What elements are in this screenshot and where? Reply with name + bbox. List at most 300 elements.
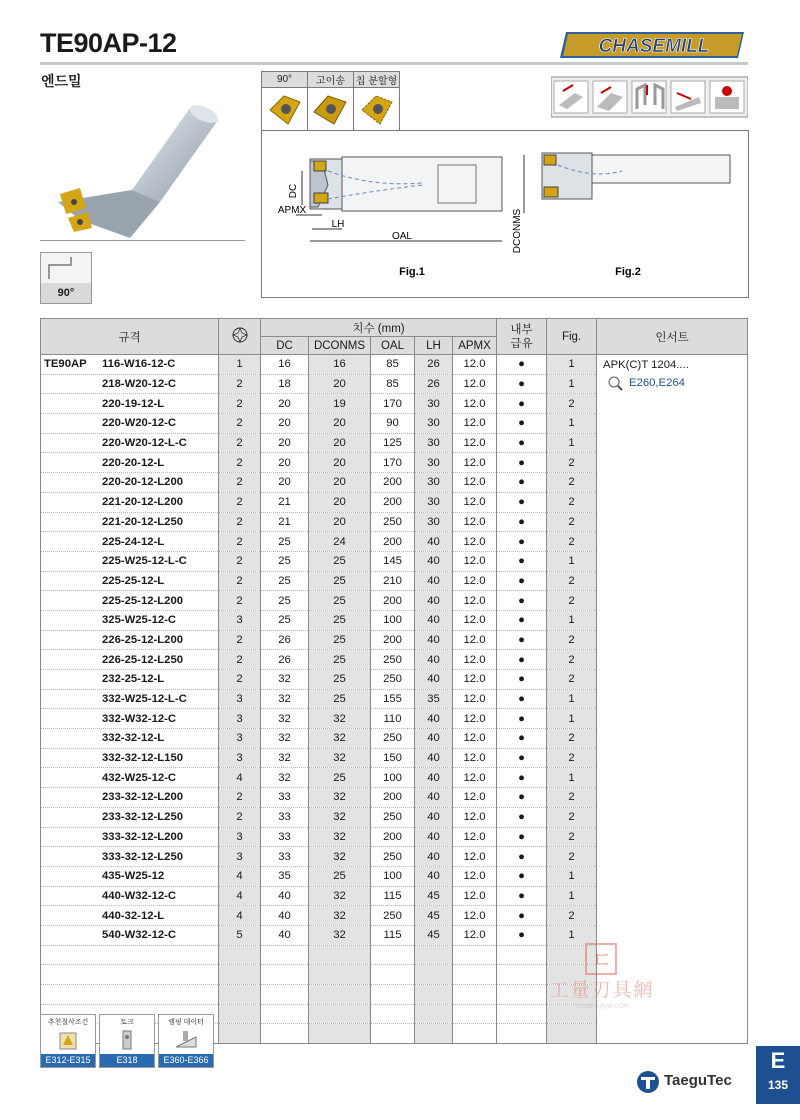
cell-fig: 1 xyxy=(547,886,597,906)
dim-dc-label: DC xyxy=(288,183,299,199)
cell-dc xyxy=(261,945,309,965)
cell-oal: 125 xyxy=(371,433,415,453)
dim-lh-label: LH xyxy=(331,219,345,230)
cell-fig: 2 xyxy=(547,847,597,867)
cell-code xyxy=(41,729,219,749)
cell-z: 4 xyxy=(219,768,261,788)
cell-coolant: ● xyxy=(497,925,547,945)
cell-z: 2 xyxy=(219,473,261,493)
cutting-conditions-ref[interactable] xyxy=(40,1014,96,1068)
page-subtitle: 엔드밀 xyxy=(41,73,82,89)
cell-code xyxy=(41,394,219,414)
cell-lh: 40 xyxy=(415,768,453,788)
angle-label: 90° xyxy=(41,283,91,303)
cell-dconms xyxy=(309,985,371,1005)
cell-fig: 2 xyxy=(547,827,597,847)
cell-apmx: 12.0 xyxy=(453,768,497,788)
cell-dconms: 20 xyxy=(309,512,371,532)
cell-fig: 2 xyxy=(547,788,597,808)
cell-lh: 45 xyxy=(415,925,453,945)
cell-apmx xyxy=(453,965,497,985)
cell-z: 4 xyxy=(219,886,261,906)
cell-dc: 40 xyxy=(261,906,309,926)
cell-apmx: 12.0 xyxy=(453,670,497,690)
cell-apmx: 12.0 xyxy=(453,453,497,473)
cell-code xyxy=(41,414,219,434)
cell-coolant: ● xyxy=(497,453,547,473)
cell-coolant: ● xyxy=(497,729,547,749)
code-value: 325-W25-12-C xyxy=(102,614,177,627)
insert-type-table xyxy=(261,71,400,136)
cell-coolant: ● xyxy=(497,650,547,670)
cell-code xyxy=(41,630,219,650)
cell-dc: 25 xyxy=(261,532,309,552)
cell-z: 2 xyxy=(219,512,261,532)
cell-code xyxy=(41,433,219,453)
cell-dc: 33 xyxy=(261,847,309,867)
cell-dconms: 25 xyxy=(309,551,371,571)
cell-code xyxy=(41,768,219,788)
cell-dconms: 24 xyxy=(309,532,371,552)
code-value: 440-32-12-L xyxy=(102,909,165,922)
code-value: 225-W25-12-L-C xyxy=(102,555,187,568)
flute-count-icon xyxy=(230,325,250,345)
cell-coolant: ● xyxy=(497,571,547,591)
cell-dconms xyxy=(309,945,371,965)
cell-dc: 21 xyxy=(261,492,309,512)
cell-code xyxy=(41,748,219,768)
cell-oal: 200 xyxy=(371,473,415,493)
application-icons xyxy=(551,71,748,126)
cell-code xyxy=(41,610,219,630)
cell-lh: 40 xyxy=(415,551,453,571)
cell-coolant: ● xyxy=(497,433,547,453)
cell-code xyxy=(41,591,219,611)
cell-dc: 32 xyxy=(261,748,309,768)
cell-apmx: 12.0 xyxy=(453,571,497,591)
cell-lh: 30 xyxy=(415,453,453,473)
cell-fig: 1 xyxy=(547,433,597,453)
cell-code xyxy=(41,492,219,512)
code-value: 225-25-12-L200 xyxy=(102,594,184,607)
cell-code xyxy=(41,571,219,591)
cell-code xyxy=(41,689,219,709)
cell-lh: 40 xyxy=(415,532,453,552)
angle-indicator xyxy=(40,252,92,304)
cell-z: 2 xyxy=(219,433,261,453)
code-value: 432-W25-12-C xyxy=(102,771,177,784)
cell-dc: 33 xyxy=(261,807,309,827)
cell-oal: 250 xyxy=(371,670,415,690)
page-number: 135 xyxy=(767,1078,789,1092)
col-header-apmx: APMX xyxy=(453,337,497,355)
cell-fig: 1 xyxy=(547,374,597,394)
cell-fig: 1 xyxy=(547,925,597,945)
cell-dc: 18 xyxy=(261,374,309,394)
cell-fig xyxy=(547,1024,597,1044)
ramping-data-ref[interactable] xyxy=(158,1014,214,1068)
cell-code xyxy=(41,945,219,965)
cell-dc: 20 xyxy=(261,473,309,493)
cell-dconms: 25 xyxy=(309,768,371,788)
cell-fig: 2 xyxy=(547,453,597,473)
cell-code xyxy=(41,650,219,670)
cell-oal: 100 xyxy=(371,610,415,630)
cell-coolant: ● xyxy=(497,788,547,808)
cell-lh: 40 xyxy=(415,807,453,827)
face-milling-icon xyxy=(554,81,588,113)
taegutec-logo-icon xyxy=(636,1070,660,1094)
cell-fig: 1 xyxy=(547,709,597,729)
cell-lh: 26 xyxy=(415,374,453,394)
cell-dconms xyxy=(309,965,371,985)
cell-apmx: 12.0 xyxy=(453,551,497,571)
code-value: 226-25-12-L250 xyxy=(102,653,184,666)
cell-z: 2 xyxy=(219,374,261,394)
code-value: 435-W25-12 xyxy=(102,870,165,883)
cell-code xyxy=(41,925,219,945)
cell-apmx xyxy=(453,1024,497,1044)
cell-apmx xyxy=(453,985,497,1005)
cell-oal: 200 xyxy=(371,532,415,552)
cell-apmx: 12.0 xyxy=(453,610,497,630)
cell-dc: 20 xyxy=(261,414,309,434)
cell-apmx: 12.0 xyxy=(453,414,497,434)
cell-lh: 30 xyxy=(415,512,453,532)
cell-apmx: 12.0 xyxy=(453,650,497,670)
cell-dc: 33 xyxy=(261,827,309,847)
cell-oal: 90 xyxy=(371,414,415,434)
cell-oal xyxy=(371,965,415,985)
cell-oal: 145 xyxy=(371,551,415,571)
cell-fig: 1 xyxy=(547,610,597,630)
ref-code: E312-E315 xyxy=(41,1054,95,1067)
cell-oal: 170 xyxy=(371,453,415,473)
cell-lh: 40 xyxy=(415,788,453,808)
cell-code xyxy=(41,551,219,571)
cell-apmx: 12.0 xyxy=(453,886,497,906)
cell-fig: 1 xyxy=(547,689,597,709)
cell-coolant xyxy=(497,1024,547,1044)
cell-lh: 40 xyxy=(415,670,453,690)
cell-code xyxy=(41,886,219,906)
cell-z: 4 xyxy=(219,906,261,926)
cell-coolant: ● xyxy=(497,847,547,867)
dim-oal-label: OAL xyxy=(391,231,413,242)
cell-coolant: ● xyxy=(497,630,547,650)
cell-fig: 2 xyxy=(547,630,597,650)
cell-apmx: 12.0 xyxy=(453,433,497,453)
cell-z: 3 xyxy=(219,729,261,749)
cell-dconms: 25 xyxy=(309,630,371,650)
ref-code: E318 xyxy=(100,1054,154,1067)
cell-dconms: 25 xyxy=(309,610,371,630)
code-value: 332-W32-12-C xyxy=(102,712,177,725)
cell-dconms: 32 xyxy=(309,886,371,906)
cell-dconms: 32 xyxy=(309,925,371,945)
cell-dconms: 25 xyxy=(309,670,371,690)
cell-oal: 100 xyxy=(371,768,415,788)
torque-ref[interactable] xyxy=(99,1014,155,1068)
cell-z: 3 xyxy=(219,847,261,867)
cell-apmx: 12.0 xyxy=(453,591,497,611)
helical-interpolation-icon xyxy=(710,81,744,113)
cell-fig: 2 xyxy=(547,532,597,552)
code-value: 116-W16-12-C xyxy=(102,358,176,371)
cell-apmx: 12.0 xyxy=(453,689,497,709)
cell-z: 2 xyxy=(219,630,261,650)
cell-apmx: 12.0 xyxy=(453,729,497,749)
cell-oal: 210 xyxy=(371,571,415,591)
cell-dc: 20 xyxy=(261,394,309,414)
code-value: 226-25-12-L200 xyxy=(102,633,184,646)
cell-dconms: 25 xyxy=(309,689,371,709)
cell-lh: 40 xyxy=(415,610,453,630)
cell-dconms: 32 xyxy=(309,827,371,847)
cell-apmx xyxy=(453,945,497,965)
col-header-fig: Fig. xyxy=(547,319,597,355)
cell-lh xyxy=(415,1024,453,1044)
cell-apmx: 12.0 xyxy=(453,355,497,375)
cell-z: 3 xyxy=(219,748,261,768)
cell-dc: 25 xyxy=(261,591,309,611)
cell-z: 2 xyxy=(219,807,261,827)
cell-oal: 250 xyxy=(371,512,415,532)
cell-oal xyxy=(371,1004,415,1024)
cell-dc: 32 xyxy=(261,689,309,709)
cutting-data-icon xyxy=(58,1029,78,1051)
code-value: 218-W20-12-C xyxy=(102,378,177,391)
cell-fig: 2 xyxy=(547,512,597,532)
cell-code xyxy=(41,788,219,808)
shoulder-milling-icon xyxy=(593,81,627,113)
cell-lh: 30 xyxy=(415,473,453,493)
cell-dc xyxy=(261,1004,309,1024)
watermark xyxy=(540,940,670,1012)
cell-apmx xyxy=(453,1004,497,1024)
torque-icon xyxy=(117,1029,137,1051)
cell-dc: 33 xyxy=(261,788,309,808)
code-value: 440-W32-12-C xyxy=(102,889,177,902)
cell-coolant: ● xyxy=(497,906,547,926)
insert-90-image xyxy=(262,88,308,136)
cell-oal: 250 xyxy=(371,847,415,867)
fig2-label: Fig.2 xyxy=(615,266,641,278)
cell-lh: 40 xyxy=(415,630,453,650)
cell-z: 2 xyxy=(219,532,261,552)
cell-dc: 25 xyxy=(261,551,309,571)
cell-oal: 150 xyxy=(371,748,415,768)
title-rule xyxy=(40,62,748,65)
cell-apmx: 12.0 xyxy=(453,374,497,394)
cell-lh: 40 xyxy=(415,847,453,867)
dim-dconms-label: DCONMS xyxy=(512,208,523,254)
code-value: 220-W20-12-L-C xyxy=(102,437,187,450)
code-value: 221-20-12-L250 xyxy=(102,515,184,528)
cell-code xyxy=(41,866,219,886)
cell-oal: 200 xyxy=(371,630,415,650)
insert-ref-text[interactable]: E260,E264 xyxy=(629,376,685,389)
cell-apmx: 12.0 xyxy=(453,788,497,808)
spec-table xyxy=(40,318,748,1044)
cell-oal xyxy=(371,985,415,1005)
cell-dc xyxy=(261,985,309,1005)
cell-dc: 20 xyxy=(261,453,309,473)
cell-apmx: 12.0 xyxy=(453,748,497,768)
cell-fig: 1 xyxy=(547,414,597,434)
cell-lh: 30 xyxy=(415,492,453,512)
section-letter: E xyxy=(770,1048,786,1073)
cell-oal: 250 xyxy=(371,729,415,749)
cell-lh: 35 xyxy=(415,689,453,709)
cell-dconms: 25 xyxy=(309,866,371,886)
cell-dc: 20 xyxy=(261,433,309,453)
cell-z: 2 xyxy=(219,414,261,434)
cell-oal: 85 xyxy=(371,374,415,394)
cell-oal: 250 xyxy=(371,807,415,827)
insert-header-chip-split: 칩 분할형 xyxy=(354,72,400,88)
cell-dconms: 25 xyxy=(309,571,371,591)
cell-lh: 40 xyxy=(415,729,453,749)
cell-oal: 200 xyxy=(371,788,415,808)
cell-code xyxy=(41,807,219,827)
cell-z: 2 xyxy=(219,670,261,690)
col-header-dc: DC xyxy=(261,337,309,355)
cell-fig: 2 xyxy=(547,571,597,591)
cell-apmx: 12.0 xyxy=(453,827,497,847)
cell-coolant: ● xyxy=(497,374,547,394)
code-value: 232-25-12-L xyxy=(102,673,165,686)
cell-dconms: 32 xyxy=(309,729,371,749)
watermark-url: WWW.GJRJW.COM xyxy=(575,1003,629,1010)
cell-z xyxy=(219,1004,261,1024)
cell-z: 3 xyxy=(219,827,261,847)
code-value: 233-32-12-L200 xyxy=(102,791,184,804)
cell-dc: 25 xyxy=(261,571,309,591)
cell-dc xyxy=(261,965,309,985)
cell-oal: 170 xyxy=(371,394,415,414)
code-value: 332-W25-12-L-C xyxy=(102,693,187,706)
cell-lh: 40 xyxy=(415,709,453,729)
cell-dconms: 16 xyxy=(309,355,371,375)
cell-z xyxy=(219,945,261,965)
cell-dconms: 32 xyxy=(309,748,371,768)
insert-designation: APK(C)T 1204.... xyxy=(603,359,689,371)
cell-z: 3 xyxy=(219,709,261,729)
cell-oal: 85 xyxy=(371,355,415,375)
cell-lh: 30 xyxy=(415,414,453,434)
fig1-label: Fig.1 xyxy=(399,266,425,278)
code-value: 220-W20-12-C xyxy=(102,417,177,430)
cell-coolant: ● xyxy=(497,473,547,493)
table-row xyxy=(41,355,748,375)
insert-page-ref[interactable] xyxy=(597,373,747,391)
cell-z: 2 xyxy=(219,571,261,591)
cell-z: 2 xyxy=(219,492,261,512)
cell-coolant: ● xyxy=(497,768,547,788)
cell-dconms: 32 xyxy=(309,847,371,867)
insert-header-high-feed: 고이송 xyxy=(308,72,354,88)
cell-apmx: 12.0 xyxy=(453,906,497,926)
cell-code xyxy=(41,512,219,532)
cell-dconms: 20 xyxy=(309,453,371,473)
insert-header-90: 90° xyxy=(262,72,308,88)
cell-lh xyxy=(415,985,453,1005)
cell-apmx: 12.0 xyxy=(453,709,497,729)
cell-oal: 200 xyxy=(371,492,415,512)
angle-90-icon xyxy=(41,253,91,283)
col-header-teeth xyxy=(219,319,261,355)
cell-dc: 40 xyxy=(261,886,309,906)
cell-fig: 2 xyxy=(547,650,597,670)
cell-oal: 250 xyxy=(371,650,415,670)
code-value: 220-20-12-L xyxy=(102,456,165,469)
cell-z xyxy=(219,1024,261,1044)
cell-coolant: ● xyxy=(497,414,547,434)
cell-dconms: 20 xyxy=(309,414,371,434)
chasemill-logo xyxy=(560,28,748,62)
cell-coolant: ● xyxy=(497,355,547,375)
cell-lh xyxy=(415,945,453,965)
cell-dc: 16 xyxy=(261,355,309,375)
cell-oal: 250 xyxy=(371,906,415,926)
cell-coolant: ● xyxy=(497,827,547,847)
code-value: 220-20-12-L200 xyxy=(102,476,184,489)
cell-code xyxy=(41,355,219,375)
cell-oal: 155 xyxy=(371,689,415,709)
cell-fig: 1 xyxy=(547,866,597,886)
cell-coolant: ● xyxy=(497,886,547,906)
col-header-oal: OAL xyxy=(371,337,415,355)
cell-coolant: ● xyxy=(497,512,547,532)
cell-code xyxy=(41,473,219,493)
cell-z: 2 xyxy=(219,394,261,414)
col-header-dconms: DCONMS xyxy=(309,337,371,355)
cell-dconms: 32 xyxy=(309,709,371,729)
cell-code xyxy=(41,965,219,985)
insert-chip-split-image xyxy=(354,88,400,136)
cell-dc: 40 xyxy=(261,925,309,945)
cell-lh: 40 xyxy=(415,866,453,886)
cell-z: 3 xyxy=(219,689,261,709)
cell-lh: 26 xyxy=(415,355,453,375)
col-header-dims: 치수 (mm) xyxy=(261,319,497,337)
section-tab xyxy=(756,1046,800,1104)
cell-z xyxy=(219,985,261,1005)
ref-title: 램핑 데이터 xyxy=(168,1019,204,1026)
cell-lh xyxy=(415,965,453,985)
insert-high-feed-image xyxy=(308,88,354,136)
watermark-char: ㄷ xyxy=(591,949,613,974)
slotting-icon xyxy=(632,81,666,113)
cell-apmx: 12.0 xyxy=(453,847,497,867)
cell-dconms: 20 xyxy=(309,492,371,512)
cell-fig: 1 xyxy=(547,355,597,375)
ref-title: 토크 xyxy=(120,1019,134,1026)
code-value: 233-32-12-L250 xyxy=(102,811,184,824)
cell-fig: 2 xyxy=(547,729,597,749)
cell-z: 4 xyxy=(219,866,261,886)
cell-oal: 110 xyxy=(371,709,415,729)
cell-coolant: ● xyxy=(497,807,547,827)
code-value: 225-24-12-L xyxy=(102,535,165,548)
cell-lh: 40 xyxy=(415,591,453,611)
cell-lh: 40 xyxy=(415,748,453,768)
cell-dc: 35 xyxy=(261,866,309,886)
cell-apmx: 12.0 xyxy=(453,473,497,493)
cell-dconms xyxy=(309,1004,371,1024)
cell-fig: 2 xyxy=(547,670,597,690)
